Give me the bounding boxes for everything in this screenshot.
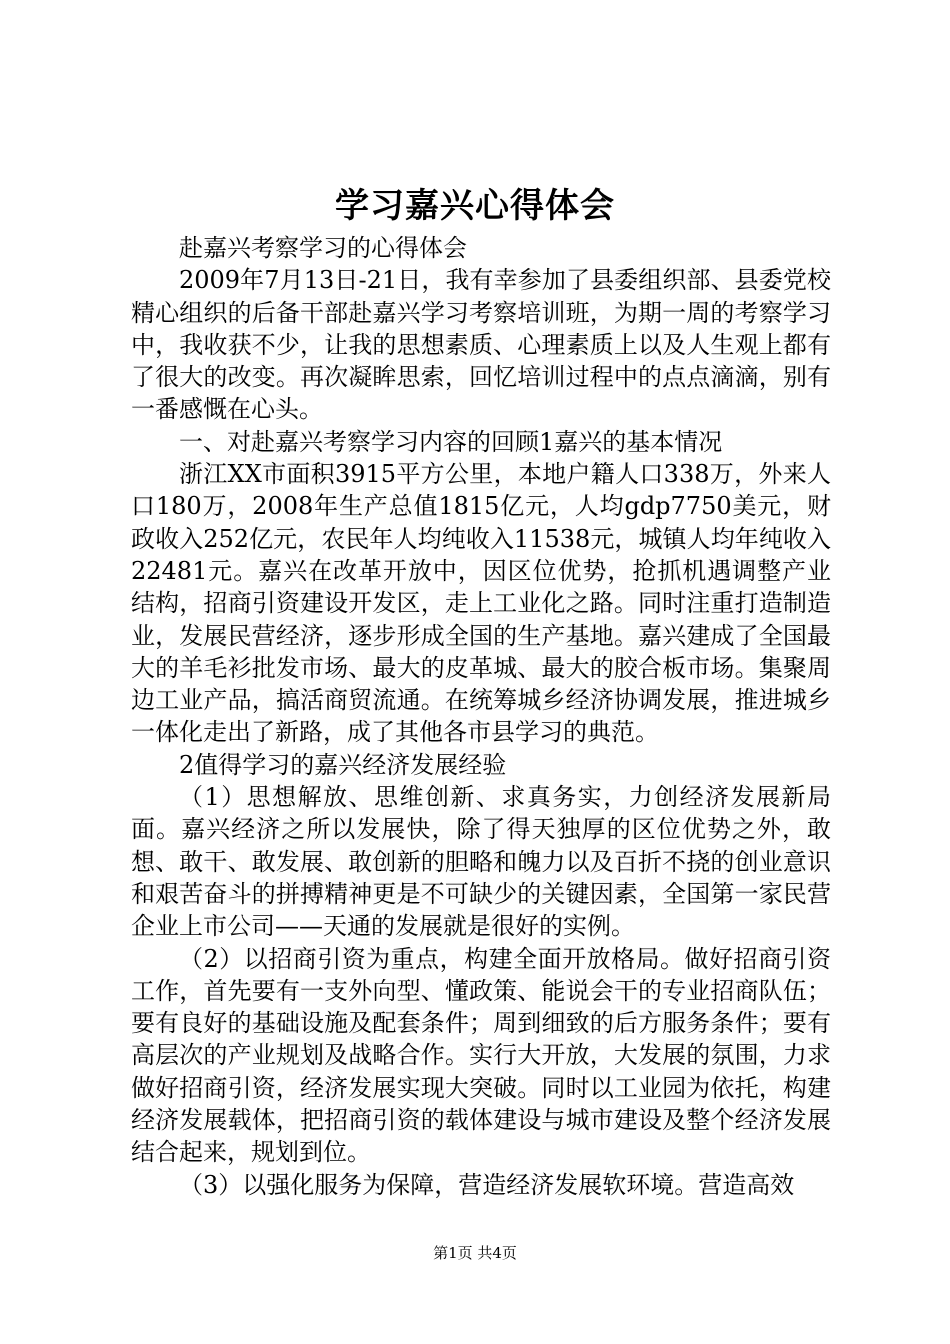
- paragraph-point-3: （3）以强化服务为保障，营造经济发展软环境。营造高效: [179, 1170, 795, 1199]
- document-title: 学习嘉兴心得体会: [335, 186, 615, 226]
- paragraph-point-2: （2）以招商引资为重点，构建全面开放格局。做好招商引资工作，首先要有一支外向型、懂政策、能说会干的专业招商队伍；要有良好的基础设施及配套条件；周到细致的后方服务条件；要有高层次的产业规划及战略合作。实行大开放，大发展的氛围，力求做好招商引资，经济发展实现大突破。同时以工业园为依托，构建经济发展载体，把招商引资的载体建设与城市建设及整个经济发展结合起来，规划到位。: [131, 944, 831, 1167]
- paragraph-subheading: 2值得学习的嘉兴经济发展经验: [179, 750, 507, 779]
- paragraph-intro: 2009年7月13日-21日，我有幸参加了县委组织部、县委党校精心组织的后备干部赴嘉兴学习考察培训班，为期一周的考察学习中，我收获不少，让我的思想素质、心理素质上以及人生观上都有了很大的改变。再次凝眸思索，回忆培训过程中的点点滴滴，别有一番感慨在心头。: [131, 266, 831, 424]
- paragraph-basic-info: 浙江XX市面积3915平方公里，本地户籍人口338万，外来人口180万，2008年生产总值1815亿元，人均gdp7750美元，财政收入252亿元，农民年人均纯收入11538元，城镇人均年纯收入22481元。嘉兴在改革开放中，因区位优势，抢抓机遇调整产业结构，招商引资建设开发区，走上工业化之路。同时注重打造制造业，发展民营经济，逐步形成全国的生产基地。嘉兴建成了全国最大的羊毛衫批发市场、最大的皮革城、最大的胶合板市场。集聚周边工业产品，搞活商贸流通。在统筹城乡经济协调发展，推进城乡一体化走出了新路，成了其他各市县学习的典范。: [131, 460, 831, 747]
- page-footer: 第1页 共4页: [433, 1244, 517, 1262]
- paragraph-subtitle: 赴嘉兴考察学习的心得体会: [179, 234, 467, 262]
- document-body: [131, 232, 831, 1201]
- paragraph-point-1: （1）思想解放、思维创新、求真务实，力创经济发展新局面。嘉兴经济之所以发展快，除了得天独厚的区位优势之外，敢想、敢干、敢发展、敢创新的胆略和魄力以及百折不挠的创业意识和艰苦奋斗的拼搏精神更是不可缺少的关键因素，全国第一家民营企业上市公司——天通的发展就是很好的实例。: [131, 783, 831, 941]
- paragraph-section-heading: 一、对赴嘉兴考察学习内容的回顾1嘉兴的基本情况: [179, 427, 723, 456]
